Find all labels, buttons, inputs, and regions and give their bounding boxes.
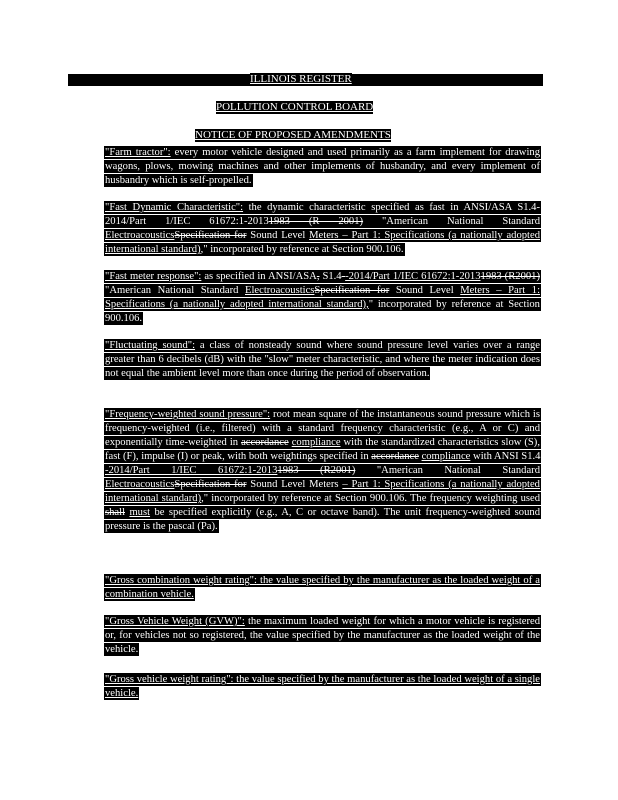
board-title: POLLUTION CONTROL BOARD (216, 101, 374, 113)
term: "Fast meter response": (105, 271, 202, 282)
struck-text: accordance (371, 451, 419, 462)
inserted-text: must (129, 507, 151, 518)
struck-text: , (316, 271, 320, 282)
definition-text: be specified explicitly (e.g., A, C or octave band). The unit frequency-weighted sound pressure is the pascal (Pa). (105, 507, 540, 532)
definition-text: Sound Level (246, 230, 310, 241)
definition-text: " incorporated by reference at Section 900.106. (105, 299, 540, 324)
definition-text: the dynamic characteristic specified as fast in ANSI/ASA S1.4-2014/Part 1/IEC 61672:1-2013 (105, 202, 540, 227)
definition-text: Sound Level (389, 285, 461, 296)
term: "Fluctuating sound": (105, 340, 196, 351)
definition-text: S1.4 (319, 271, 342, 282)
inserted-text: Meters – Part 1: Specifications (a nationally adopted international standard), (105, 285, 541, 310)
struck-text: Specification for (314, 285, 390, 296)
definition-fast-meter (104, 270, 541, 326)
definition-text: with ANSI S1.4 (470, 451, 541, 462)
definition-text: "American National Standard (363, 216, 540, 227)
term: "Gross combination weight rating": (105, 575, 257, 586)
inserted-text: -2014/Part 1/IEC 61672:1-2013 (105, 465, 278, 476)
struck-text: Specification for (174, 479, 247, 490)
definition-text: "American National Standard (105, 285, 245, 296)
definition-text: as specified in ANSI/ASA (201, 271, 317, 282)
struck-text: 1983 (R2001) (480, 271, 540, 282)
inserted-text: Electroacoustics (105, 230, 175, 241)
struck-text: 1983 (R 2001) (268, 216, 364, 227)
term: "Frequency-weighted sound pressure": (105, 409, 271, 420)
definition-text: ," incorporated by reference at Section 900.106. The frequency weighting used (201, 493, 540, 504)
definition-text: with the standardized characteristics slow (S), fast (F), impulse (I) or peak, with both weightings specified in (105, 437, 540, 462)
struck-text: accordance (241, 437, 289, 448)
definition-text: root mean square of the instantaneous sound pressure which is frequency-weighted (i.e., filtered) with a standard frequency characteristic (e.g., A or C) and exponentially time-weighted in (105, 409, 540, 448)
definition-text: ," incorporated by reference at Section 900.106. (200, 244, 404, 255)
definition-text: the value specified by the manufacturer as the loaded weight of a combination vehicle. (105, 575, 540, 600)
definition-gvw (104, 615, 541, 657)
register-title: ILLINOIS REGISTER (250, 73, 352, 85)
inserted-text: compliance (421, 451, 471, 462)
inserted-text: Meters – Part 1: Specifications (a nationally adopted international standard) (105, 230, 540, 255)
term: "Gross vehicle weight rating": (105, 674, 234, 685)
definition-gross-combination (104, 574, 541, 602)
struck-text: 1983 (R2001) (277, 465, 356, 476)
definition-text: "American National Standard (355, 465, 540, 476)
definition-gvwr (104, 673, 541, 701)
notice-title: NOTICE OF PROPOSED AMENDMENTS (195, 129, 391, 141)
definition-text: a class of nonsteady sound where sound pressure level varies over a range greater than 6 decibels (dB) with the "slow" meter characteristic, and where the meter indication does not equal the ambient level more than once during the period of observation. (105, 340, 540, 379)
inserted-text: Electroacoustics (245, 285, 315, 296)
term: "Fast Dynamic Characteristic": (105, 202, 244, 213)
struck-text: - (341, 271, 346, 282)
definition-fluctuating-sound (104, 339, 541, 381)
inserted-text: Electroacoustics (105, 479, 175, 490)
definition-text: the value specified by the manufacturer as the loaded weight of a single vehicle. (105, 674, 540, 699)
definition-farm-tractor (104, 146, 541, 188)
inserted-text: -2014/Part 1/IEC 61672:1-2013 (345, 271, 481, 282)
definition-text: every motor vehicle designed and used primarily as a farm implement for drawing wagons, plows, mowing machines and other implements of husbandry, and every implement of husbandry which is self-propelled. (105, 147, 540, 186)
definition-text: the maximum loaded weight for which a motor vehicle is registered or, for vehicles not so registered, the value specified by the manufacturer as the loaded weight of the vehicle. (105, 616, 540, 655)
struck-text: shall (105, 507, 126, 518)
struck-text: Specification for (174, 230, 247, 241)
term: "Gross Vehicle Weight (GVW)": (105, 616, 245, 627)
inserted-text: compliance (291, 437, 341, 448)
term: "Farm tractor": (105, 147, 171, 158)
inserted-text: – Part 1: Specifications (a nationally adopted international standard) (105, 479, 540, 504)
definition-fast-dynamic (104, 201, 541, 257)
definition-text: Sound Level Meters (246, 479, 343, 490)
definition-frequency-weighted (104, 408, 541, 534)
